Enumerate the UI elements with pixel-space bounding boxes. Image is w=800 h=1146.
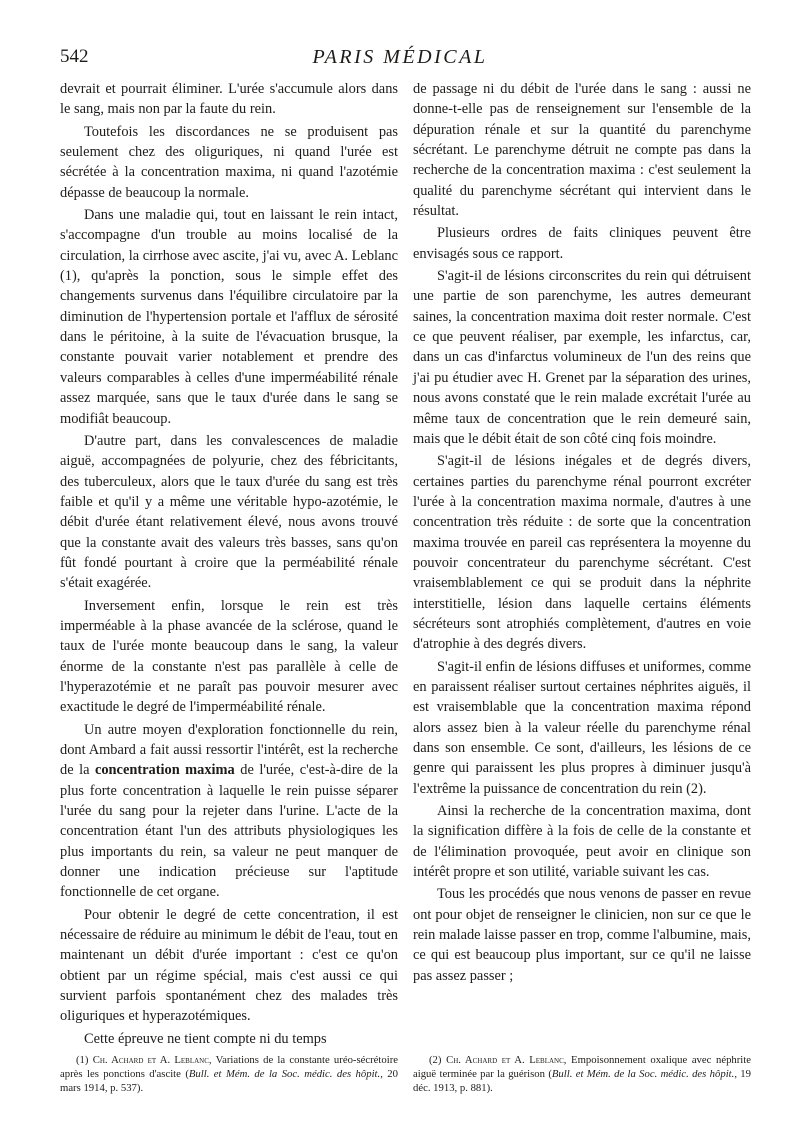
paragraph-text: de l'urée, c'est-à-dire de la plus forte concentration à laquelle le rein puisse séparer l'urée du sang pour la rejeter dans l'urine. L'acte de la concentration étant l'un des attributs physiologiques les plus importants du rein, sa valeur ne peut manquer de donner une indication précieuse sur l'aptitude fonctionnelle de cet organe. bbox=[60, 762, 399, 901]
paragraph: de passage ni du débit de l'urée dans le sang : aussi ne donne-t-elle pas de renseignement sur l'ensemble de la dépuration rénale et sur la quantité du parenchyme sécrétant. Le parenchyme détruit ne compte pas dans la recherche de la concentration maxima : c'est seulement la qualité du parenchyme sécrétant qui intervient dans le résultat. bbox=[413, 81, 751, 220]
footnote-tail: , 20 mars 1914, p. 537). bbox=[60, 1068, 398, 1094]
footnote-marker: (1) bbox=[76, 1054, 89, 1066]
running-title: PARIS MÉDICAL bbox=[312, 46, 488, 68]
footnote-marker: (2) bbox=[429, 1054, 442, 1066]
page-number: 542 bbox=[60, 46, 89, 67]
footnote-text bbox=[60, 1053, 398, 1095]
paragraph: devrait et pourrait éliminer. L'urée s'accumule alors dans le sang, mais non par la faute du rein. bbox=[60, 81, 398, 118]
right-column bbox=[413, 79, 751, 986]
running-header bbox=[60, 46, 740, 72]
left-column bbox=[60, 79, 398, 1049]
paragraph: Toutefois les discordances ne se produisent pas seulement chez des oliguriques, ni quand l'urée est sécrétée à la concentration maxima, ni quand l'azotémie dépasse de beaucoup la normale. bbox=[60, 123, 398, 201]
footnote-body: , Variations de la constante uréo-sécrétoire après les ponctions d'ascite ( bbox=[60, 1054, 399, 1080]
footnote-text bbox=[413, 1053, 751, 1095]
bold-term: concentration maxima bbox=[94, 762, 235, 779]
footnote-journal: Bull. et Mém. de la Soc. médic. des hôpit. bbox=[188, 1068, 381, 1080]
footnote-tail: , 19 déc. 1913, p. 881). bbox=[413, 1068, 751, 1094]
footnote-author: Ch. Achard et A. Leblanc bbox=[446, 1054, 564, 1066]
paragraph: S'agit-il enfin de lésions diffuses et uniformes, comme en paraissent réaliser surtout certaines néphrites aiguës, il est vraisemblable que la concentration maxima répond alors assez bien à la valeur réelle du parenchyme rénal dans son ensemble. Ce sont, d'ailleurs, les lésions de ce genre qui paraissent les plus propres à diminuer jusqu'à l'extrême la puissance de concentration du rein (2). bbox=[413, 658, 751, 797]
paragraph: D'autre part, dans les convalescences de maladie aiguë, accompagnées de polyurie, chez des fébricitants, des tuberculeux, alors que le taux d'urée du sang est très faible et qu'il y a même une véritable hypo-azotémie, le débit d'urée étant relativement élevé, nous avons trouvé que la constante avait des valeurs très basses, sans qu'on fût fondé pourtant à croire que la perméabilité rénale s'était exagérée. bbox=[60, 432, 398, 592]
paragraph: Cette épreuve ne tient compte ni du temps bbox=[84, 1030, 327, 1047]
footnote-2 bbox=[413, 1053, 751, 1095]
paragraph bbox=[60, 720, 398, 903]
paragraph: Pour obtenir le degré de cette concentration, il est nécessaire de réduire au minimum le débit de l'eau, tout en maintenant un débit d'urée important : c'est ce qu'on obtient par un régime spécial, mais c'est aussi ce qui survient parfois spontanément chez des malades très oliguriques et hyperazotémiques. bbox=[60, 906, 398, 1025]
paragraph: S'agit-il de lésions circonscrites du rein qui détruisent une partie de son parenchyme, les autres demeurant saines, la concentration maxima doit rester normale. C'est ce que peuvent réaliser, par exemple, les infarctus, car, dans un cas d'infarctus volumineux de l'un des reins que j'ai pu étudier avec H. Grenet par la séparation des urines, nous avons constaté que le rein malade excrétait l'urée au même taux de concentration que le rein demeuré sain, mais que le débit était de son côté cinq fois moindre. bbox=[413, 268, 751, 447]
paragraph: Plusieurs ordres de faits cliniques peuvent être envisagés sous ce rapport. bbox=[413, 225, 751, 262]
footnote-journal: Bull. et Mém. de la Soc. médic. des hôpit. bbox=[551, 1068, 735, 1080]
footnote-1 bbox=[60, 1053, 398, 1095]
paragraph: S'agit-il de lésions inégales et de degrés divers, certaines parties du parenchyme rénal pourront excréter l'urée à la concentration maxima normale, d'autres à une concentration très réduite : de sorte que la concentration maxima trouvée en pareil cas représentera la moyenne du pouvoir concentrateur du parenchyme sécrétant. C'est vraisemblablement ce qui se produit dans la néphrite interstitielle, lésion dans laquelle certains éléments sécréteurs sont atrophiés complètement, d'autres en voie d'atrophie à des degrés divers. bbox=[413, 453, 751, 653]
paragraph: Dans une maladie qui, tout en laissant le rein intact, s'accompagne d'un trouble au moins localisé de la circulation, la cirrhose avec ascite, j'ai vu, avec A. Leblanc (1), qu'après la ponction, sous le simple effet des changements survenus dans l'équilibre circulatoire par la diminution de l'hypertension portale et l'afflux de sérosité dans le péritoine, à la suite de l'évacuation brusque, la constante pouvait varier notablement et prendre des valeurs comparables à celles d'une imperméabilité rénale assez marquée, sans que le taux d'urée dans le sang se modifiât beaucoup. bbox=[60, 207, 398, 427]
paragraph-text: Un autre moyen d'exploration fonctionnelle du rein, dont Ambard a fait aussi ressortir l'intérêt, est la recherche de la bbox=[60, 721, 398, 779]
paragraph: Inversement enfin, lorsque le rein est très imperméable à la phase avancée de la sclérose, quand le taux de l'urée monte beaucoup dans le sang, la valeur énorme de la constante n'est pas parallèle à celle de l'hyperazotémie et ne paraît pas pouvoir mesurer avec exactitude le degré de l'imperméabilité rénale. bbox=[60, 597, 398, 716]
paragraph: Tous les procédés que nous venons de passer en revue ont pour objet de renseigner le clinicien, non sur ce que le rein malade laisse passer en trop, comme l'albumine, mais, ce qui est beaucoup plus important, sur ce qu'il ne laisse pas assez passer ; bbox=[413, 886, 751, 984]
paragraph: Ainsi la recherche de la concentration maxima, dont la signification diffère à la fois de celle de la constante et de l'élimination provoquée, peut avoir en clinique son intérêt propre et son utilité, variable suivant les cas. bbox=[413, 803, 751, 881]
footnote-body: , Empoisonnement oxalique avec néphrite aiguë terminée par la guérison ( bbox=[413, 1054, 751, 1080]
footnote-author: Ch. Achard et A. Leblanc bbox=[92, 1054, 209, 1066]
